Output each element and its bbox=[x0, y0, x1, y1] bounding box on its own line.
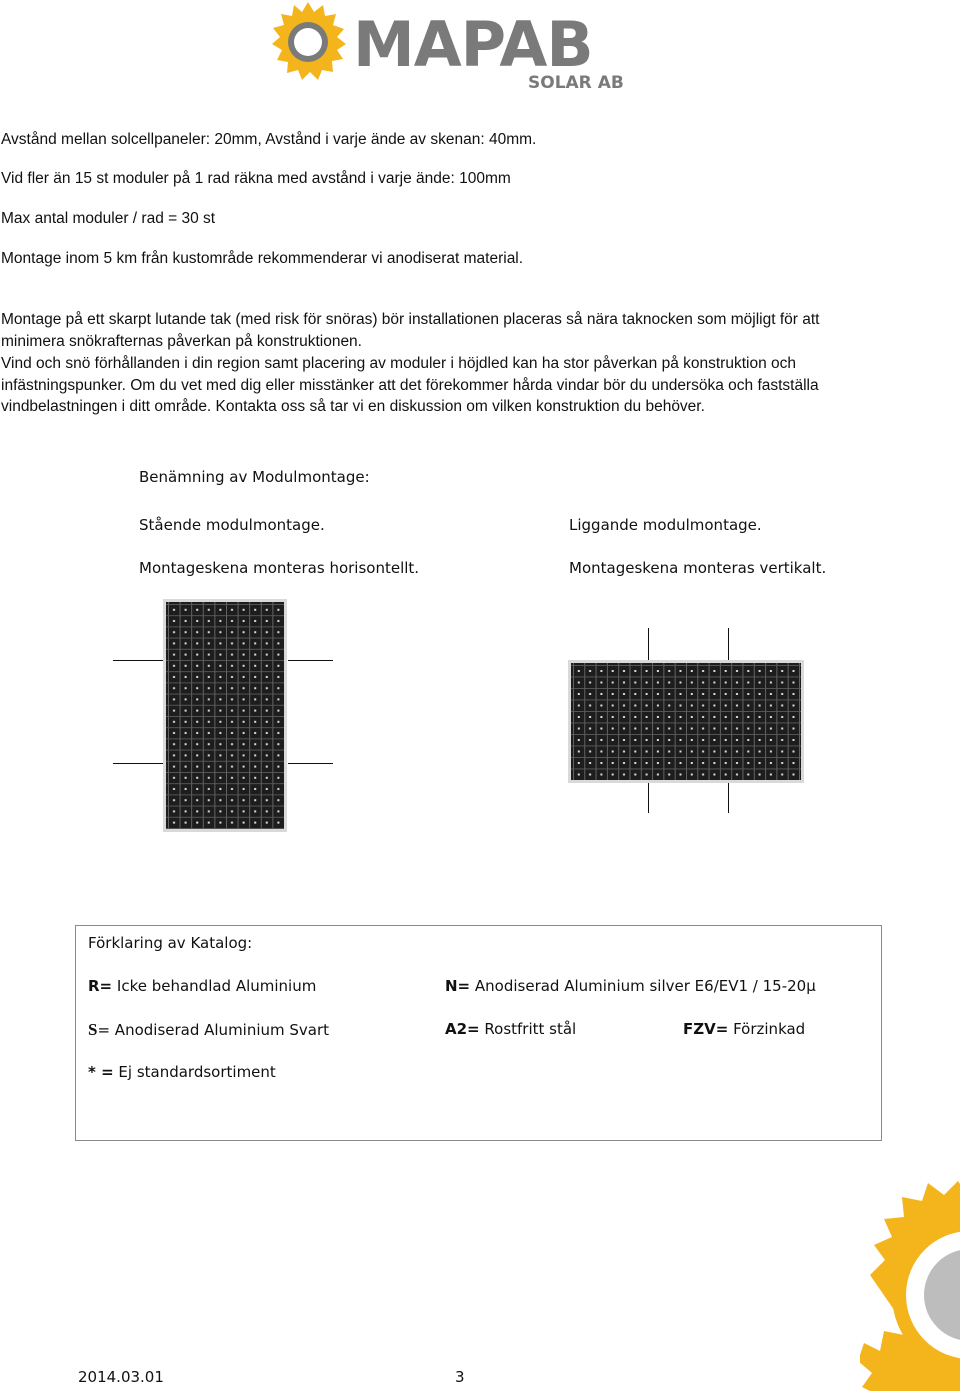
paragraph-wind-line: infästningspunker. Om du vet med dig eller misstänker att det förekommer hårda vindar bör du undersöka och fastställa bbox=[1, 376, 819, 394]
decorative-sun bbox=[860, 1180, 960, 1391]
catalog-legend bbox=[75, 925, 882, 1141]
solar-panel-portrait bbox=[163, 599, 287, 832]
legend-code: R= bbox=[88, 977, 113, 995]
rail-line bbox=[288, 660, 333, 661]
legend-text: Rostfritt stål bbox=[479, 1020, 577, 1038]
paragraph-wind-line: vindbelastningen i ditt område. Kontakta oss så tar vi en diskussion om vilken konstruktion du behöver. bbox=[1, 398, 705, 415]
legend-code: N= bbox=[445, 977, 471, 995]
rail-line bbox=[288, 763, 333, 764]
footer-page-number: 3 bbox=[455, 1368, 465, 1386]
rail-line bbox=[648, 783, 649, 813]
portrait-desc: Montageskena monteras horisontellt. bbox=[139, 559, 420, 577]
logo bbox=[268, 0, 638, 95]
legend-item-s bbox=[88, 1020, 329, 1040]
solar-panel-landscape bbox=[568, 660, 804, 783]
intro-line-4: Montage inom 5 km från kustområde rekommenderar vi anodiserat material. bbox=[1, 250, 524, 267]
landscape-desc: Montageskena monteras vertikalt. bbox=[569, 559, 827, 577]
logo-brand: MAPAB bbox=[353, 8, 593, 81]
sun-decoration-icon bbox=[860, 1180, 960, 1391]
paragraph-snow-line: minimera snökrafternas påverkan på konstruktionen. bbox=[1, 332, 362, 350]
portrait-title: Stående modulmontage. bbox=[139, 516, 325, 534]
intro-line-2: Vid fler än 15 st moduler på 1 rad räkna med avstånd i varje ände: 100mm bbox=[1, 170, 511, 187]
paragraph-snow bbox=[1, 309, 819, 352]
landscape-title: Liggande modulmontage. bbox=[569, 516, 762, 534]
legend-item-r bbox=[88, 977, 316, 995]
mounting-heading: Benämning av Modulmontage: bbox=[139, 468, 370, 486]
rail-line bbox=[113, 660, 163, 661]
sun-icon bbox=[268, 0, 638, 95]
paragraph-wind-line: Vind och snö förhållanden i din region samt placering av moduler i höjdled kan ha stor påverkan på konstruktion och bbox=[1, 355, 797, 372]
legend-text: Förzinkad bbox=[728, 1020, 806, 1038]
footer-date: 2014.03.01 bbox=[78, 1368, 164, 1386]
legend-code: S bbox=[88, 1020, 98, 1039]
rail-line bbox=[648, 628, 649, 660]
rail-line bbox=[728, 783, 729, 813]
legend-text: Anodiserad Aluminium silver E6/EV1 / 15-20µ bbox=[470, 977, 816, 995]
legend-item-fzv bbox=[683, 1020, 805, 1038]
legend-text: = Anodiserad Aluminium Svart bbox=[97, 1021, 330, 1039]
legend-text: Ej standardsortiment bbox=[113, 1063, 276, 1081]
intro-line-1: Avstånd mellan solcellpaneler: 20mm, Avstånd i varje ände av skenan: 40mm. bbox=[1, 131, 537, 148]
legend-item-star bbox=[88, 1063, 276, 1081]
paragraph-snow-line: Montage på ett skarpt lutande tak (med risk för snöras) bör installationen placeras så nära taknocken som möjligt för att bbox=[1, 311, 820, 328]
legend-title: Förklaring av Katalog: bbox=[88, 934, 253, 952]
rail-line bbox=[728, 628, 729, 660]
legend-code: FZV= bbox=[683, 1020, 729, 1038]
legend-item-n bbox=[445, 977, 816, 995]
rail-line bbox=[113, 763, 163, 764]
legend-text: Icke behandlad Aluminium bbox=[112, 977, 317, 995]
legend-item-a2 bbox=[445, 1020, 576, 1038]
legend-code: A2= bbox=[445, 1020, 480, 1038]
intro-line-3: Max antal moduler / rad = 30 st bbox=[1, 210, 216, 227]
legend-code: * = bbox=[88, 1063, 114, 1081]
logo-subtitle: SOLAR AB bbox=[528, 73, 624, 93]
paragraph-wind bbox=[1, 353, 819, 418]
